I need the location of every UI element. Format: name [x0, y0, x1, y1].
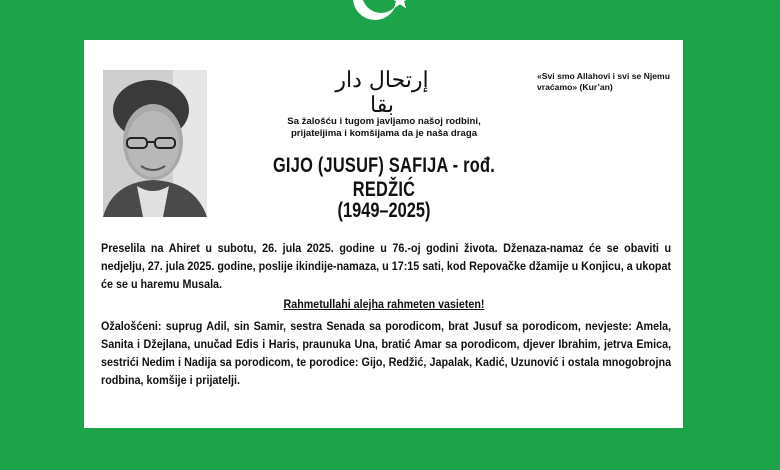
intro-text: Sa žalošću i tugom javljamo našoj rodbini, prijateljima i komšijama da je naša draga: [287, 116, 481, 139]
quran-quote: «Svi smo Allahovi i svi se Njemu vraćamo» (Kur’an): [537, 71, 670, 92]
mourners-text: Ožalošćeni: suprug Adil, sin Samir, sestra Senada sa porodicom, brat Jusuf sa porodicom, nevjeste: Amela, Sanita i Džejlana, unučad Edis i Haris, praunuka Una, bratić Amar sa porodicom, djever Ibrahim, jetrva Emica, sestrići Nedim i Nadija sa porodicom, te porodice: Gijo, Redžić, Japalak, Kadić, Uzunović i ostala mnogobrojna rodbina, komšije i prijatelji.: [101, 320, 672, 387]
crescent-star-icon: [345, 0, 415, 32]
obituary-card: [84, 40, 683, 428]
life-years: (1949–2025): [337, 199, 431, 222]
arabic-calligraphy: إرتحال دار بقا: [335, 68, 429, 118]
announcement-text: Preselila na Ahiret u subotu, 26. jula 2025. godine u 76.-oj godini života. Dženaza-namaz će se obaviti u nedjelju, 27. jula 2025. godine, poslije ikindije-namaza, u 17:15 sati, kod Repovačke džamije u Konjicu, a ukopat će se u haremu Musala.: [101, 242, 672, 291]
portrait-photo: [103, 70, 207, 217]
rahmet-prayer: Rahmetullahi alejha rahmeten vasieten!: [283, 299, 485, 311]
deceased-name: GIJO (JUSUF) SAFIJA - rođ. REDŽIĆ: [272, 154, 496, 201]
